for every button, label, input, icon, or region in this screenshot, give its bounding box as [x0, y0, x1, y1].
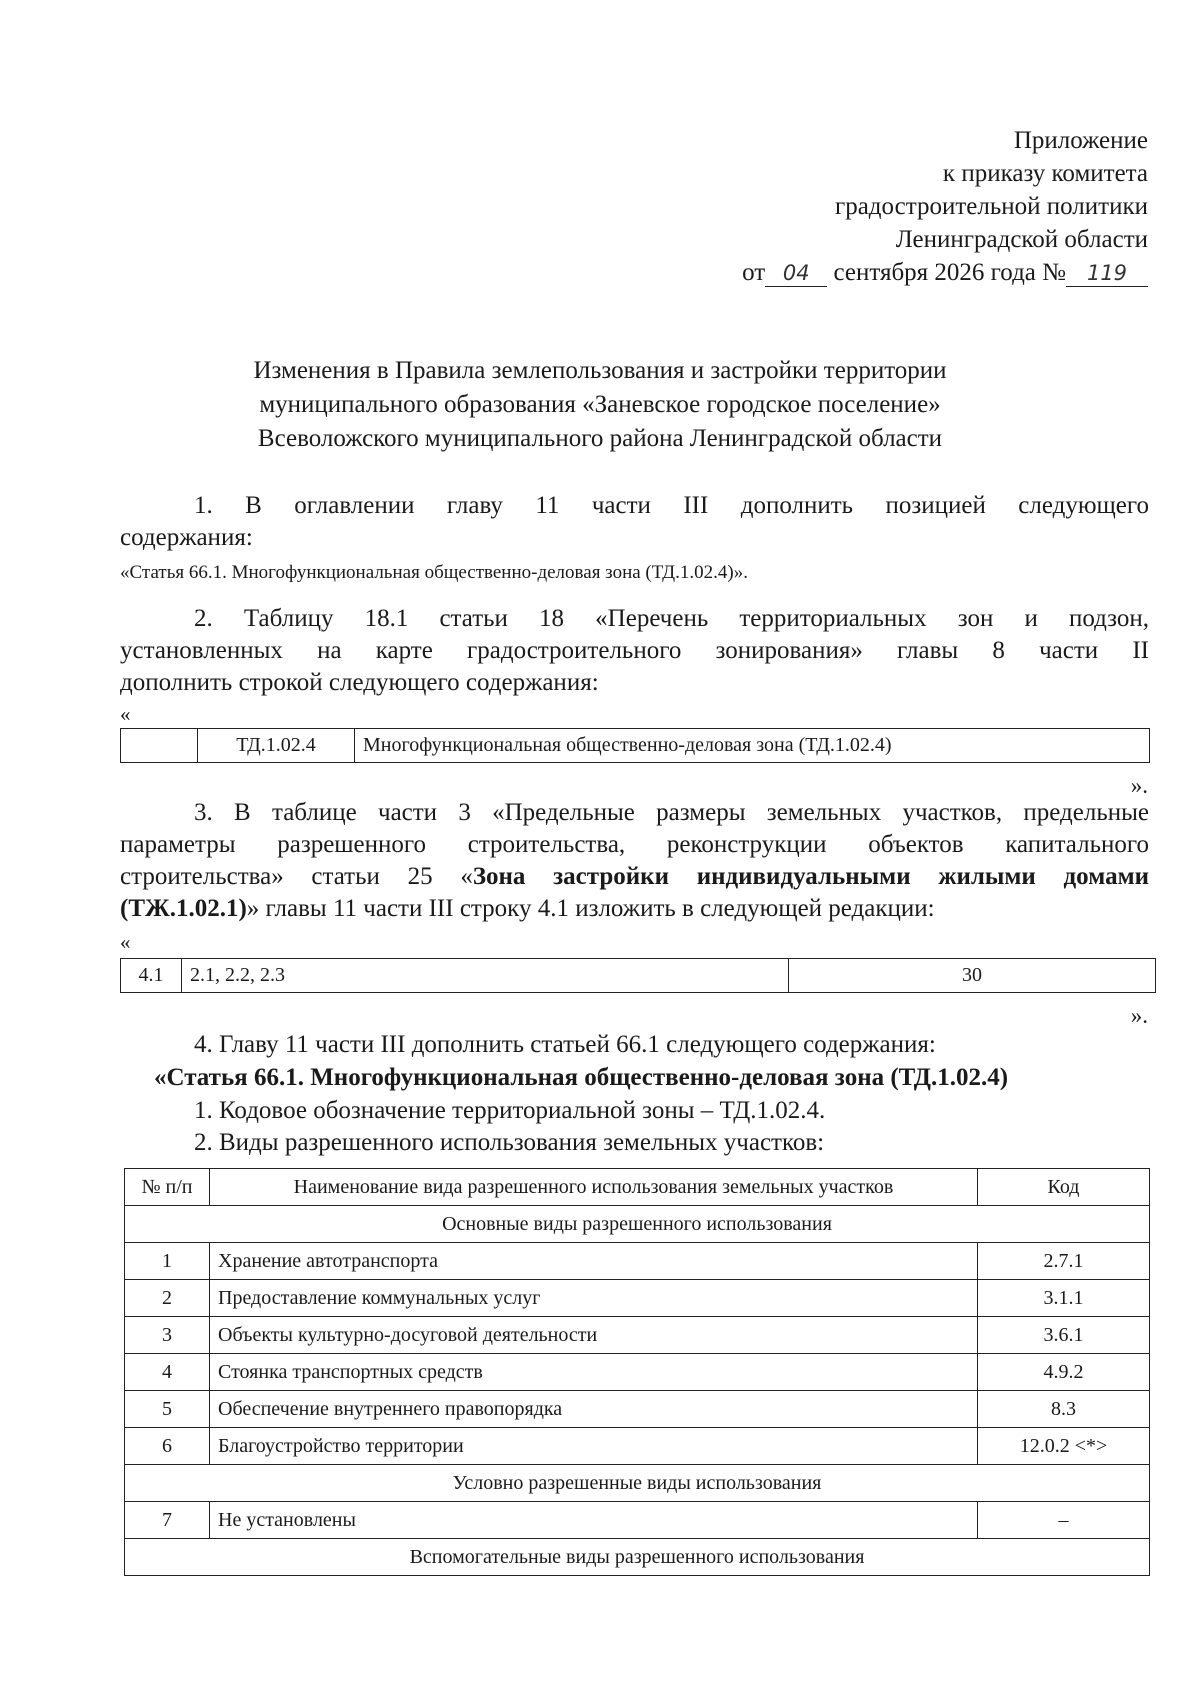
title-line-2: муниципального образования «Заневское городское поселение»: [259, 391, 941, 418]
p3-line-4: [120, 893, 1149, 925]
annex-line-2: к приказу комитета: [942, 160, 1148, 187]
row-name: Хранение автотранспорта: [210, 1243, 978, 1280]
p3-zone-code-bold: (ТЖ.1.02.1): [120, 895, 247, 922]
p1-line-2: содержания:: [120, 524, 253, 551]
row-name: Предоставление коммунальных услуг: [210, 1280, 978, 1317]
table-row: [125, 1317, 1150, 1354]
date-prefix: от: [742, 259, 766, 286]
annex-line-4: Ленинградской области: [895, 226, 1148, 253]
row-number: 7: [125, 1502, 210, 1539]
p3-line-3: [120, 861, 1149, 893]
row-code: 3.1.1: [978, 1280, 1150, 1317]
document-title: [120, 354, 1080, 456]
row-codes-cell: 2.1, 2.2, 2.3: [182, 959, 789, 993]
handwritten-day: 04: [765, 260, 827, 287]
row-name: Стоянка транспортных средств: [210, 1354, 978, 1391]
p3-zone-name-bold: Зона застройки индивидуальными жилыми домами: [472, 863, 1149, 890]
row-code: –: [978, 1502, 1150, 1539]
zone-code-cell: ТД.1.02.4: [198, 729, 355, 763]
paragraph-1: [120, 490, 1149, 554]
row-4-1-table: [120, 958, 1156, 993]
annex-line-1: Приложение: [1013, 127, 1148, 154]
paragraph-3: [120, 797, 1149, 925]
table-header-row: [125, 1169, 1150, 1206]
p1-toc-entry: «Статья 66.1. Многофункциональная общественно-деловая зона (ТД.1.02.4)».: [120, 562, 748, 583]
permitted-use-table: [124, 1168, 1150, 1576]
close-quote-2: ».: [1130, 1003, 1148, 1028]
p3-line-2: параметры разрешенного строительства, реконструкции объектов капитального: [120, 831, 1149, 858]
section-row-main: [125, 1206, 1150, 1243]
row-code: 4.9.2: [978, 1354, 1150, 1391]
paragraph-2: [120, 603, 1149, 699]
row-number: 3: [125, 1317, 210, 1354]
row-number: 1: [125, 1243, 210, 1280]
annex-date-line: [742, 256, 1148, 289]
row-code: 2.7.1: [978, 1243, 1150, 1280]
header-name: Наименование вида разрешенного использования земельных участков: [210, 1169, 978, 1206]
row-code: 8.3: [978, 1391, 1150, 1428]
handwritten-number: 119: [1066, 260, 1148, 287]
p2-line-1: 2. Таблицу 18.1 статьи 18 «Перечень территориальных зон и подзон,: [194, 605, 1149, 632]
p2-line-2: установленных на карте градостроительного зонирования» главы 8 части II: [120, 637, 1149, 664]
title-line-1: Изменения в Правила землепользования и застройки территории: [253, 357, 947, 384]
row-code: 12.0.2 <*>: [978, 1428, 1150, 1465]
open-quote-1: «: [120, 702, 131, 726]
table-row: [125, 1391, 1150, 1428]
row-number: 6: [125, 1428, 210, 1465]
annex-header: [742, 124, 1148, 289]
close-quote-1: ».: [1130, 773, 1148, 798]
zone-table: [120, 728, 1150, 763]
p3-line-1: 3. В таблице части 3 «Предельные размеры земельных участков, предельные: [194, 799, 1149, 826]
zone-cell-empty: [121, 729, 198, 763]
p3-line-3a: строительства» статьи 25 «: [120, 863, 473, 890]
row-number: 5: [125, 1391, 210, 1428]
section-row-auxiliary: [125, 1539, 1150, 1576]
item-1: 1. Кодовое обозначение территориальной зоны – ТД.1.02.4.: [194, 1097, 826, 1124]
open-quote-2: «: [120, 930, 131, 954]
item-2: 2. Виды разрешенного использования земельных участков:: [194, 1129, 825, 1156]
row-number: 2: [125, 1280, 210, 1317]
zone-name-cell: Многофункциональная общественно-деловая зона (ТД.1.02.4): [355, 729, 1150, 763]
row-name: Объекты культурно-досуговой деятельности: [210, 1317, 978, 1354]
table-row: [121, 729, 1150, 763]
p4-line-1: 4. Главу 11 части III дополнить статьей 66.1 следующего содержания:: [194, 1031, 936, 1058]
row-number: 4: [125, 1354, 210, 1391]
article-heading: «Статья 66.1. Многофункциональная общественно-деловая зона (ТД.1.02.4): [154, 1064, 1009, 1091]
p2-line-3: дополнить строкой следующего содержания:: [120, 669, 599, 696]
row-name: Не установлены: [210, 1502, 978, 1539]
section-auxiliary-label: Вспомогательные виды разрешенного использования: [125, 1539, 1150, 1576]
row-name: Обеспечение внутреннего правопорядка: [210, 1391, 978, 1428]
header-code: Код: [978, 1169, 1150, 1206]
table-row: [125, 1280, 1150, 1317]
p1-line-1: 1. В оглавлении главу 11 части III дополнить позицией следующего: [194, 492, 1149, 519]
annex-line-3: градостроительной политики: [834, 193, 1148, 220]
table-row: [125, 1243, 1150, 1280]
section-row-conditional: [125, 1465, 1150, 1502]
row-code: 3.6.1: [978, 1317, 1150, 1354]
p3-line-4b: » главы 11 части III строку 4.1 изложить в следующей редакции:: [246, 895, 935, 922]
row-name: Благоустройство территории: [210, 1428, 978, 1465]
row-value-cell: 30: [789, 959, 1156, 993]
header-number: № п/п: [125, 1169, 210, 1206]
title-line-3: Всеволожского муниципального района Ленинградской области: [257, 425, 943, 452]
section-conditional-label: Условно разрешенные виды использования: [125, 1465, 1150, 1502]
table-row: [125, 1428, 1150, 1465]
table-row: [125, 1502, 1150, 1539]
date-rest: сентября 2026 года №: [833, 259, 1066, 286]
table-row: [121, 959, 1156, 993]
section-main-label: Основные виды разрешенного использования: [125, 1206, 1150, 1243]
table-row: [125, 1354, 1150, 1391]
row-number-cell: 4.1: [121, 959, 182, 993]
